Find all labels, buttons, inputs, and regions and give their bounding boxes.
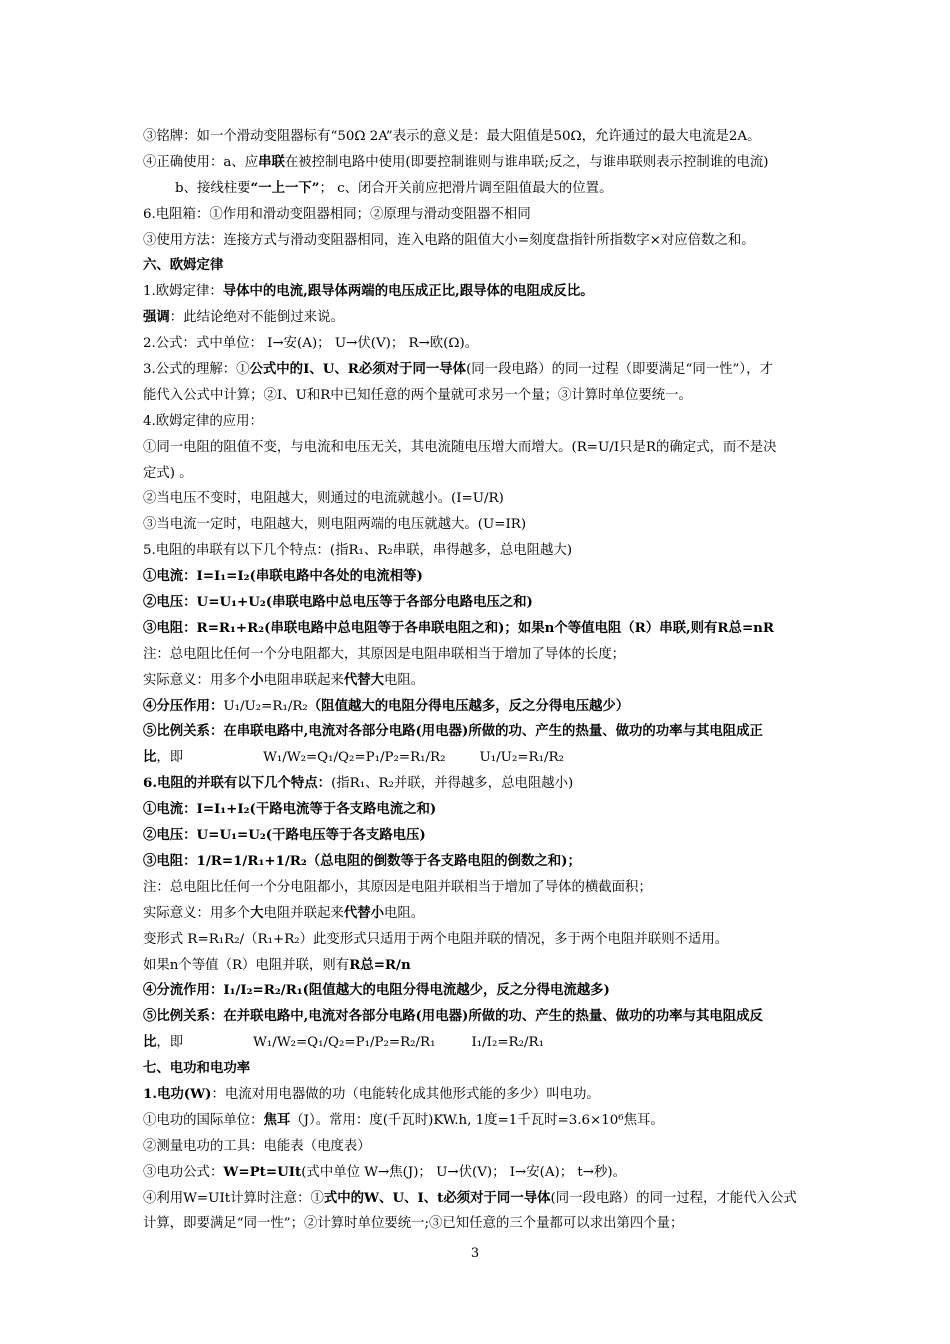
text-line: 强调：此结论绝对不能倒过来说。 <box>143 309 344 326</box>
page-number: 3 <box>470 1246 480 1261</box>
text-line: 注：总电阻比任何一个分电阻都大，其原因是电阻串联相当于增加了导体的长度； <box>143 646 626 662</box>
text-line: 3.公式的理解：①公式中的I、U、R必须对于同一导体(同一段电路）的同一过程（即要满足“同一性”），才 <box>143 361 773 378</box>
text-line: ③铭牌：如一个滑动变阻器标有“50Ω 2A”表示的意义是：最大阻值是50Ω，允许通过的最大电流是2A。 <box>143 129 761 144</box>
text-line: 5.电阻的串联有以下几个特点：(指R₁、R₂串联，串得越多，总电阻越大) <box>143 543 573 559</box>
text-line: 6.电阻的并联有以下几个特点：(指R₁、R₂并联，并得越多，总电阻越小) <box>143 775 574 792</box>
text-line: ④分流作用：I₁/I₂=R₂/R₁(阻值越大的电阻分得电流越少，反之分得电流越多) <box>143 982 610 999</box>
text-line: 4.欧姆定律的应用： <box>143 413 263 429</box>
text-line: 2.公式：式中单位： I→安(A)； U→伏(V)； R→欧(Ω)。 <box>143 336 479 352</box>
text-line: 1.欧姆定律：导体中的电流,跟导体两端的电压成正比,跟导体的电阻成反比。 <box>143 283 594 300</box>
text-line: ⑤比例关系：在并联电路中,电流对各部分电路(用电器)所做的功、产生的热量、做功的功率与其电阻成反 <box>143 1008 763 1025</box>
text-line: ③电阻：R=R₁+R₂(串联电路中总电阻等于各串联电阻之和)；如果n个等值电阻（R）串联,则有R总=nR <box>143 619 775 636</box>
text-line: ①电流：I=I₁+I₂(干路电流等于各支路电流之和) <box>143 801 437 818</box>
text-line: ②当电压不变时，电阻越大，则通过的电流就越小。(I=U/R) <box>143 491 504 507</box>
text-line: ⑤比例关系：在串联电路中,电流对各部分电路(用电器)所做的功、产生的热量、做功的功率与其电阻成正 <box>143 723 763 740</box>
text-line: 定式) 。 <box>143 465 193 481</box>
text-line: ①电流：I=I₁=I₂(串联电路中各处的电流相等) <box>143 568 423 585</box>
text-line: ②电压：U=U₁+U₂(串联电路中总电压等于各部分电路电压之和) <box>143 594 533 611</box>
text-line: 比，即 W₁/W₂=Q₁/Q₂=P₁/P₂=R₂/R₁ I₁/I₂=R₂/R₁ <box>143 1034 544 1051</box>
text-line: ①同一电阻的阻值不变，与电流和电压无关，其电流随电压增大而增大。(R=U/I只是R的确定式，而不是决 <box>143 439 777 455</box>
text-line: ④分压作用：U₁/U₂=R₁/R₂（阻值越大的电阻分得电压越多，反之分得电压越少） <box>143 697 630 714</box>
text-line: ③当电流一定时，电阻越大，则电阻两端的电压就越大。(U=IR) <box>143 517 527 533</box>
text-line: ②电压：U=U₁=U₂(干路电压等于各支路电压) <box>143 827 426 844</box>
text-line: 变形式 R=R₁R₂/（R₁+R₂）此变形式只适用于两个电阻并联的情况，多于两个电阻并联则不适用。 <box>143 931 729 947</box>
text-line: 计算，即要满足“同一性”；②计算时单位要统一;③已知任意的三个量都可以求出第四个量； <box>143 1216 684 1232</box>
text-line: 1.电功(W)：电流对用电器做的功（电能转化成其他形式能的多少）叫电功。 <box>143 1085 600 1102</box>
text-line: 实际意义：用多个小电阻串联起来代替大电阻。 <box>143 671 425 688</box>
text-line: ③使用方法：连接方式与滑动变阻器相同，连入电路的阻值大小=刻度盘指针所指数字×对应倍数之和。 <box>143 232 755 248</box>
document-body <box>143 124 813 1237</box>
text-line: ①电功的国际单位：焦耳（J）。常用：度(千瓦时)KW.h, 1度=1千瓦时=3.6×10⁶焦耳。 <box>143 1111 664 1128</box>
text-line: 如果n个等值（R）电阻并联，则有R总=R/n <box>143 956 411 973</box>
section-heading: 六、欧姆定律 <box>143 257 224 274</box>
text-line: ④正确使用：a、应串联在被控制电路中使用(即要控制谁则与谁串联;反之，与谁串联则表示控制谁的电流) <box>143 153 769 170</box>
text-line: ③电功公式：W=Pt=UIt(式中单位 W→焦(J)； U→伏(V)； I→安(A)； t→秒)。 <box>143 1163 627 1180</box>
text-line: ④利用W=UIt计算时注意：①式中的W、U、I、t必须对于同一导体(同一段电路）的同一过程，才能代入公式 <box>143 1189 797 1206</box>
text-line: 能代入公式中计算；②I、U和R中已知任意的两个量就可求另一个量；③计算时单位要统一。 <box>143 387 692 403</box>
text-line: 比，即 W₁/W₂=Q₁/Q₂=P₁/P₂=R₁/R₂ U₁/U₂=R₁/R₂ <box>143 749 564 766</box>
text-line: b、接线柱要“一上一下”； c、闭合开关前应把滑片调至阻值最大的位置。 <box>175 179 613 196</box>
text-line: ②测量电功的工具：电能表（电度表） <box>143 1138 371 1154</box>
text-line: 实际意义：用多个大电阻并联起来代替小电阻。 <box>143 904 425 921</box>
text-line: 6.电阻箱：①作用和滑动变阻器相同；②原理与滑动变阻器不相同 <box>143 206 531 222</box>
text-line: 注：总电阻比任何一个分电阻都小，其原因是电阻并联相当于增加了导体的横截面积； <box>143 879 652 895</box>
text-line: ③电阻：1/R=1/R₁+1/R₂（总电阻的倒数等于各支路电阻的倒数之和)； <box>143 852 581 869</box>
section-heading: 七、电功和电功率 <box>143 1060 251 1077</box>
